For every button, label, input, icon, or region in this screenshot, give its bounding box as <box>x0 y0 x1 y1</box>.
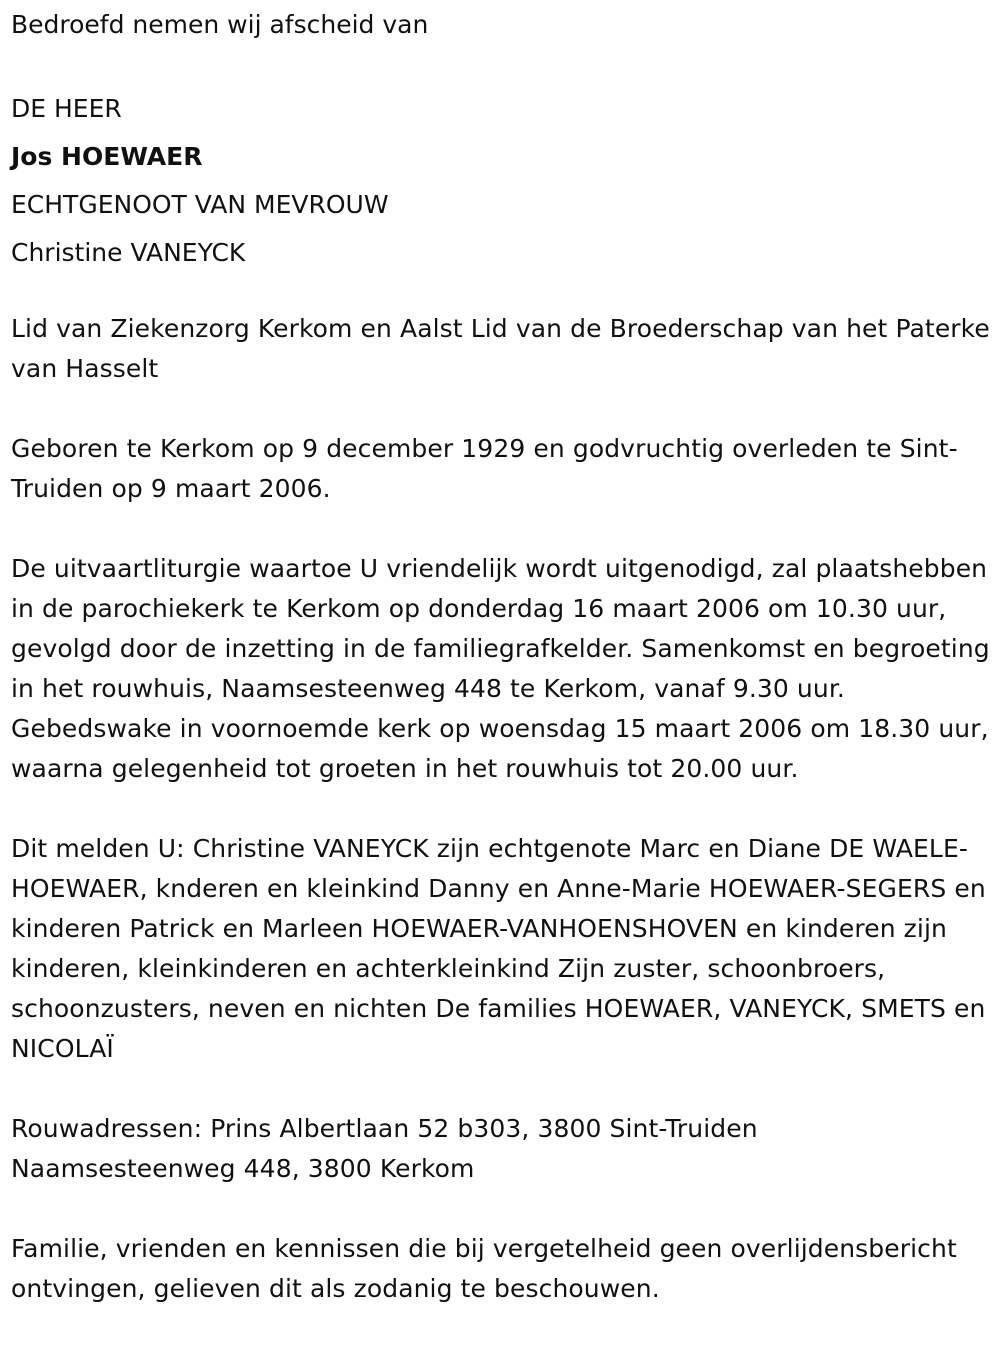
spouse-name: Christine VANEYCK <box>11 238 246 267</box>
address-1: Prins Albertlaan 52 b303, 3800 Sint-Truiden <box>210 1114 758 1143</box>
deceased-name: Jos HOEWAER <box>11 142 203 171</box>
spouse-label: ECHTGENOOT VAN MEVROUW <box>11 190 389 219</box>
birth-death-paragraph: Geboren te Kerkom op 9 december 1929 en godvruchtig overleden te Sint-Truiden op 9 maart 2006. <box>11 434 958 503</box>
opening-line: Bedroefd nemen wij afscheid van <box>11 10 429 39</box>
addresses-label: Rouwadressen: <box>11 1114 203 1143</box>
deceased-heading <box>11 85 996 277</box>
address-line-2: Naamsesteenweg 448, 3800 Kerkom <box>11 1154 475 1183</box>
closing-paragraph: Familie, vrienden en kennissen die bij vergetelheid geen overlijdensbericht ontvingen, gelieven dit als zodanig te beschouwen. <box>11 1234 957 1303</box>
funeral-paragraph: De uitvaartliturgie waartoe U vriendelijk wordt uitgenodigd, zal plaatshebben in de parochiekerk te Kerkom op donderdag 16 maart 2006 om 10.30 uur, gevolgd door de inzetting in de familiegrafkelder. Samenkomst en begroeting in het rouwhuis, Naamsesteenweg 448 te Kerkom, vanaf 9.30 uur. Gebedswake in voornoemde kerk op woensdag 15 maart 2006 om 18.30 uur, waarna gelegenheid tot groeten in het rouwhuis tot 20.00 uur. <box>11 554 990 783</box>
address-line-1 <box>11 1109 996 1149</box>
salutation: DE HEER <box>11 94 122 123</box>
announcers-paragraph: Dit melden U: Christine VANEYCK zijn echtgenote Marc en Diane DE WAELE-HOEWAER, knderen en kleinkind Danny en Anne-Marie HOEWAER-SEGERS en kinderen Patrick en Marleen HOEWAER-VANHOENSHOVEN en kinderen zijn kinderen, kleinkinderen en achterkleinkind Zijn zuster, schoonbroers, schoonzusters, neven en nichten De families HOEWAER, VANEYCK, SMETS en NICOLAÏ <box>11 834 986 1063</box>
membership-paragraph: Lid van Ziekenzorg Kerkom en Aalst Lid van de Broederschap van het Paterke van Hasselt <box>11 314 990 383</box>
obituary-document <box>11 0 996 1309</box>
addresses-block <box>11 1109 996 1189</box>
